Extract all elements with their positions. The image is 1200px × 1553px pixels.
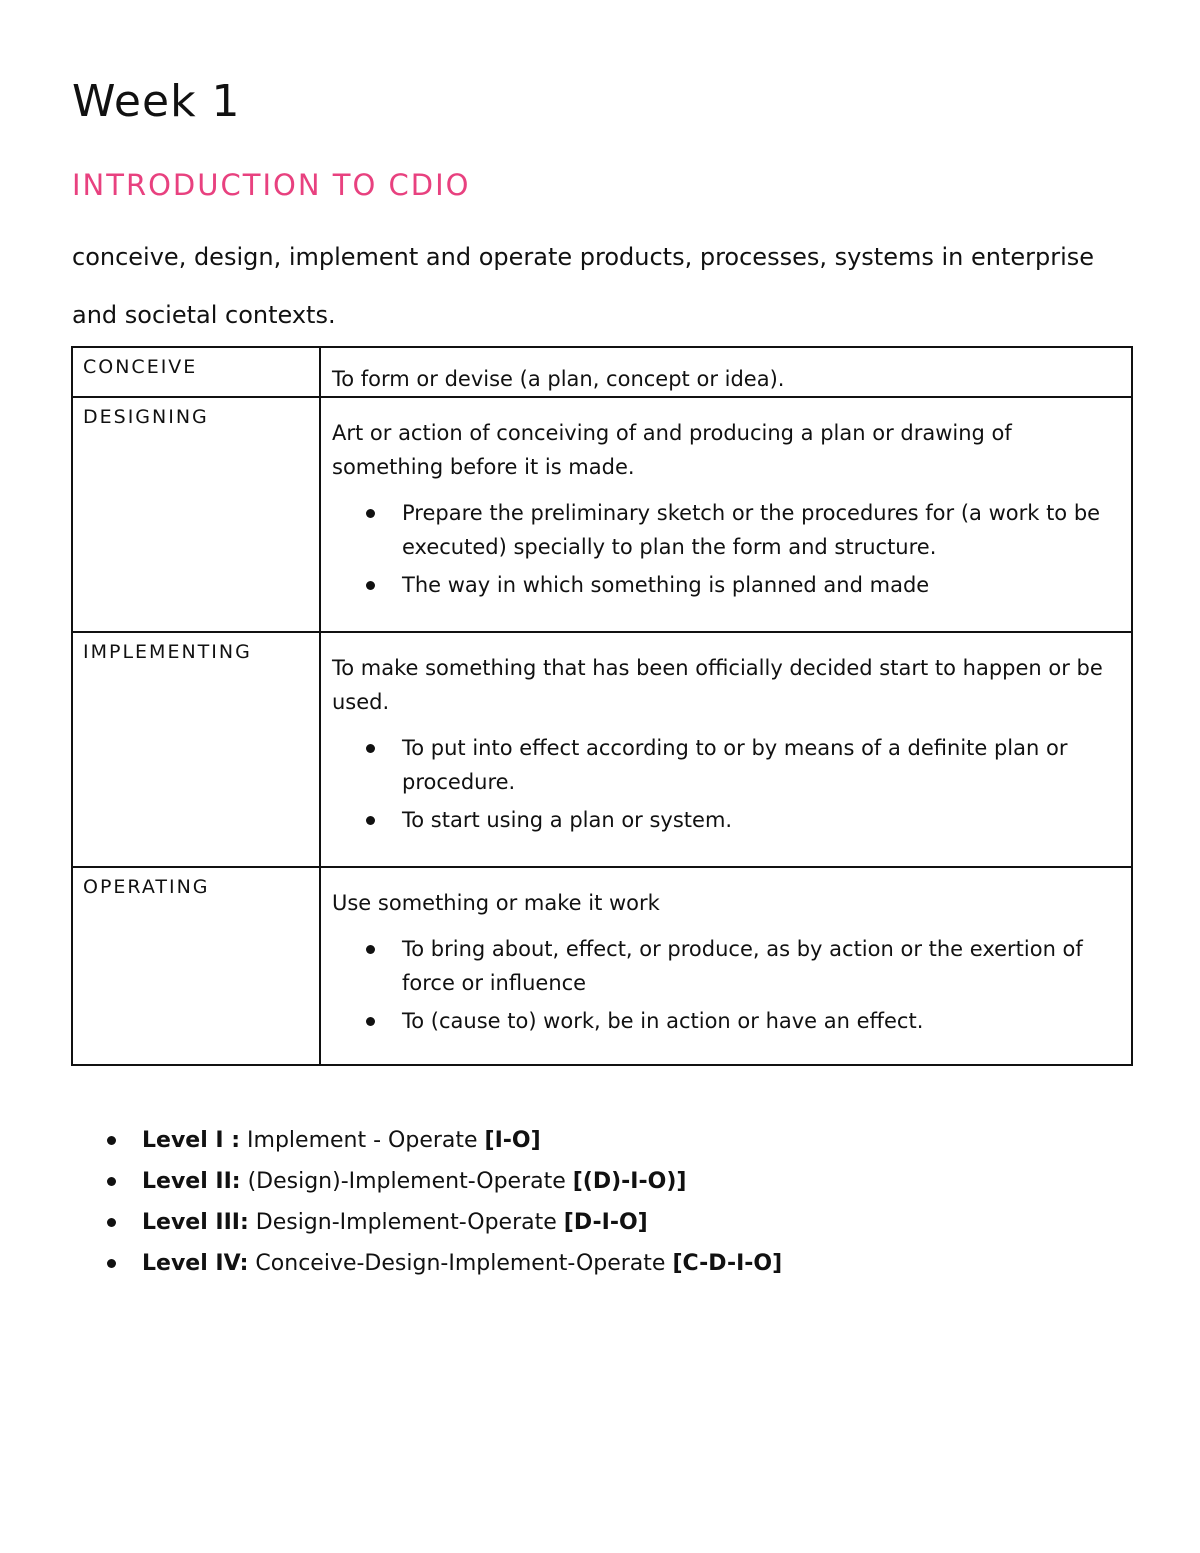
bullet-text: The way in which something is planned and made (402, 573, 930, 597)
section-heading: INTRODUCTION TO CDIO (72, 168, 471, 202)
intro-paragraph: conceive, design, implement and operate products, processes, systems in enterprise and societal contexts. (72, 243, 1095, 329)
level-code: [(D)-I-O)] (572, 1169, 687, 1194)
list-item (402, 803, 1121, 837)
list-item (142, 1202, 782, 1243)
definition-bullets (332, 932, 1121, 1038)
term-cell (72, 632, 320, 867)
term-cell (72, 867, 320, 1065)
level-code: [D-I-O] (563, 1210, 648, 1235)
list-item (402, 1004, 1121, 1038)
list-item (402, 568, 1121, 602)
bullet-icon (107, 1259, 116, 1268)
table-row (72, 347, 1132, 397)
level-text: Conceive-Design-Implement-Operate (248, 1251, 673, 1276)
definition-bullets (332, 731, 1121, 837)
definition-cell (320, 632, 1132, 867)
term-label: OPERATING (83, 876, 210, 898)
term-cell (72, 347, 320, 397)
term-label: DESIGNING (83, 406, 209, 428)
bullet-icon (366, 945, 375, 954)
level-label: Level I : (142, 1128, 241, 1153)
definition-text: Art or action of conceiving of and producing a plan or drawing of something before it is made. (332, 421, 1012, 479)
definition-cell (320, 867, 1132, 1065)
table-row (72, 867, 1132, 1065)
term-cell (72, 397, 320, 632)
level-code: [C-D-I-O] (672, 1251, 783, 1276)
list-item (142, 1120, 782, 1161)
bullet-icon (366, 744, 375, 753)
list-item (402, 496, 1121, 564)
bullet-icon (366, 1017, 375, 1026)
definition-bullets (332, 496, 1121, 602)
table-row (72, 632, 1132, 867)
list-item (142, 1161, 782, 1202)
cdio-levels-list (142, 1120, 782, 1284)
definition-text: To make something that has been officially decided start to happen or be used. (332, 656, 1103, 714)
bullet-text: To start using a plan or system. (402, 808, 733, 832)
level-label: Level III: (142, 1210, 249, 1235)
level-label: Level IV: (142, 1251, 249, 1276)
bullet-icon (366, 581, 375, 590)
bullet-text: Prepare the preliminary sketch or the procedures for (a work to be executed) specially to plan the form and structure. (402, 501, 1101, 559)
page-title: Week 1 (72, 76, 241, 127)
level-text: Design-Implement-Operate (248, 1210, 564, 1235)
level-text: Implement - Operate (240, 1128, 485, 1153)
definition-cell (320, 397, 1132, 632)
level-label: Level II: (142, 1169, 241, 1194)
list-item (402, 932, 1121, 1000)
definition-text: To form or devise (a plan, concept or idea). (332, 367, 785, 391)
level-text: (Design)-Implement-Operate (240, 1169, 573, 1194)
bullet-icon (107, 1218, 116, 1227)
definition-text: Use something or make it work (332, 891, 660, 915)
cdio-definitions-table (71, 346, 1133, 1066)
list-item (402, 731, 1121, 799)
level-code: [I-O] (484, 1128, 541, 1153)
bullet-text: To bring about, effect, or produce, as by action or the exertion of force or influence (402, 937, 1083, 995)
bullet-icon (107, 1177, 116, 1186)
list-item (142, 1243, 782, 1284)
bullet-text: To put into effect according to or by means of a definite plan or procedure. (402, 736, 1068, 794)
bullet-icon (366, 509, 375, 518)
definition-cell (320, 347, 1132, 397)
bullet-icon (366, 816, 375, 825)
term-label: CONCEIVE (83, 356, 198, 378)
term-label: IMPLEMENTING (83, 641, 252, 663)
bullet-text: To (cause to) work, be in action or have an effect. (402, 1009, 924, 1033)
bullet-icon (107, 1136, 116, 1145)
table-row (72, 397, 1132, 632)
